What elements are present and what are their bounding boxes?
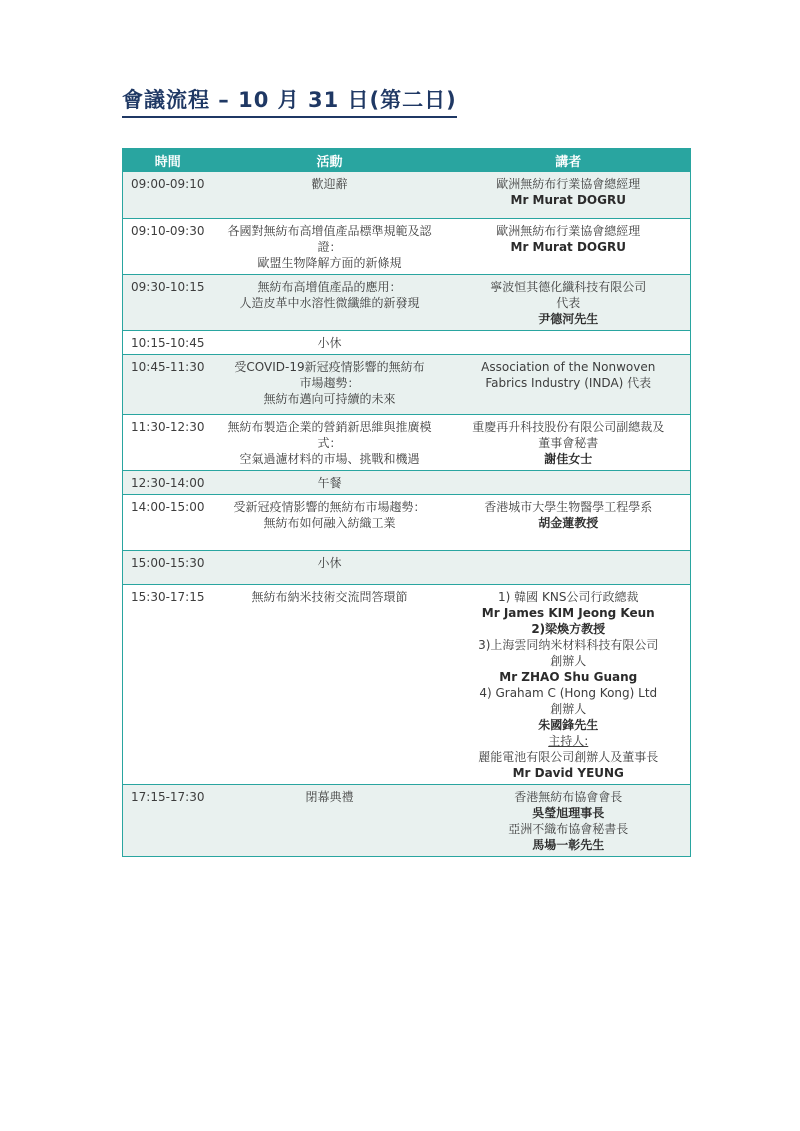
time-cell: 14:00-15:00: [123, 495, 213, 551]
column-header-speaker: 講者: [447, 149, 691, 172]
speaker-cell: [447, 275, 691, 331]
text-line: 小休: [317, 556, 342, 570]
table-row: [123, 551, 691, 585]
time-cell: 10:45-11:30: [123, 355, 213, 415]
table-row: [123, 785, 691, 857]
time-cell: 09:30-10:15: [123, 275, 213, 331]
text-line: 4) Graham C (Hong Kong) Ltd: [479, 686, 658, 700]
time-cell: 12:30-14:00: [123, 471, 213, 495]
text-line: 人造皮革中水溶性微纖維的新發現: [239, 296, 420, 310]
activity-cell: [213, 415, 447, 471]
speaker-cell: [447, 585, 691, 785]
text-line: 無紡布納米技術交流問答環節: [251, 590, 408, 604]
time-cell: 10:15-10:45: [123, 331, 213, 355]
time-cell: 17:15-17:30: [123, 785, 213, 857]
speaker-cell: [447, 471, 691, 495]
column-header-time: 時間: [123, 149, 213, 172]
speaker-cell: [447, 331, 691, 355]
text-line: 董事會秘書: [538, 436, 599, 450]
schedule-table: [122, 148, 691, 857]
text-line: Mr Murat DOGRU: [510, 193, 626, 207]
activity-cell: [213, 355, 447, 415]
text-line: 歐盟生物降解方面的新條規: [257, 256, 402, 270]
speaker-cell: [447, 415, 691, 471]
table-row: [123, 331, 691, 355]
text-line: 受COVID-19新冠疫情影響的無紡布: [234, 360, 425, 374]
text-line: 代表: [556, 296, 581, 310]
text-line: 3)上海雲同纳米材料科技有限公司: [478, 638, 659, 652]
text-line: Mr David YEUNG: [512, 766, 624, 780]
table-row: [123, 585, 691, 785]
activity-cell: [213, 551, 447, 585]
text-line: 空氣過濾材料的市場、挑戰和機遇: [239, 452, 420, 466]
text-line: Fabrics Industry (INDA) 代表: [485, 376, 652, 390]
speaker-cell: [447, 355, 691, 415]
text-line: 無紡布製造企業的營銷新思維與推廣模式：: [227, 420, 432, 450]
table-row: [123, 495, 691, 551]
time-cell: 09:10-09:30: [123, 219, 213, 275]
text-line: Mr Murat DOGRU: [510, 240, 626, 254]
speaker-cell: [447, 495, 691, 551]
column-header-activity: 活動: [213, 149, 447, 172]
text-line: 主持人:: [548, 734, 589, 748]
text-line: 市場趨勢：: [299, 376, 360, 390]
text-line: 閉幕典禮: [305, 790, 354, 804]
text-line: 創辦人: [550, 654, 587, 668]
speaker-cell: [447, 219, 691, 275]
table-row: [123, 471, 691, 495]
speaker-cell: [447, 551, 691, 585]
text-line: 謝佳女士: [544, 452, 593, 466]
text-line: 創辦人: [550, 702, 587, 716]
text-line: Association of the Nonwoven: [481, 360, 656, 374]
text-line: 歐洲無紡布行業協會總經理: [496, 177, 641, 191]
page-title: 會議流程 – 10 月 31 日(第二日): [122, 84, 457, 118]
text-line: 重慶再升科技股份有限公司副總裁及: [472, 420, 665, 434]
text-line: 香港城市大學生物醫學工程學系: [484, 500, 653, 514]
text-line: 寧波恒其德化纖科技有限公司: [490, 280, 647, 294]
table-row: [123, 275, 691, 331]
text-line: 歡迎辭: [311, 177, 348, 191]
text-line: 馬場一彰先生: [532, 838, 605, 852]
activity-cell: [213, 331, 447, 355]
text-line: 朱國鋒先生: [538, 718, 599, 732]
table-row: [123, 415, 691, 471]
time-cell: 15:30-17:15: [123, 585, 213, 785]
time-cell: 09:00-09:10: [123, 172, 213, 219]
text-line: 午餐: [317, 476, 342, 490]
text-line: 歐洲無紡布行業協會總經理: [496, 224, 641, 238]
time-cell: 15:00-15:30: [123, 551, 213, 585]
table-row: [123, 219, 691, 275]
text-line: 小休: [317, 336, 342, 350]
activity-cell: [213, 495, 447, 551]
text-line: 2)梁煥方教授: [531, 622, 606, 636]
text-line: 1) 韓國 KNS公司行政總裁: [498, 590, 639, 604]
text-line: 香港無紡布協會會長: [514, 790, 623, 804]
time-cell: 11:30-12:30: [123, 415, 213, 471]
text-line: 尹德河先生: [538, 312, 599, 326]
table-row: [123, 355, 691, 415]
table-header-row: [123, 149, 691, 172]
text-line: Mr James KIM Jeong Keun: [481, 606, 655, 620]
activity-cell: [213, 471, 447, 495]
speaker-cell: [447, 172, 691, 219]
table-body: [123, 172, 691, 857]
text-line: 無紡布高增值產品的應用：: [257, 280, 402, 294]
text-line: Mr ZHAO Shu Guang: [499, 670, 638, 684]
text-line: 各國對無紡布高增值產品標準規範及認證：: [227, 224, 432, 254]
text-line: 吳瑩旭理事長: [532, 806, 605, 820]
text-line: 受新冠疫情影響的無紡布市場趨勢：: [233, 500, 426, 514]
speaker-cell: [447, 785, 691, 857]
activity-cell: [213, 219, 447, 275]
text-line: 無紡布邁向可持續的未來: [263, 392, 396, 406]
text-line: 麗能電池有限公司創辦人及董事長: [478, 750, 659, 764]
table-row: [123, 172, 691, 219]
text-line: 無紡布如何融入紡織工業: [263, 516, 396, 530]
activity-cell: [213, 585, 447, 785]
text-line: 亞洲不織布協會秘書長: [508, 822, 629, 836]
activity-cell: [213, 172, 447, 219]
text-line: 胡金蓮教授: [538, 516, 599, 530]
activity-cell: [213, 785, 447, 857]
activity-cell: [213, 275, 447, 331]
